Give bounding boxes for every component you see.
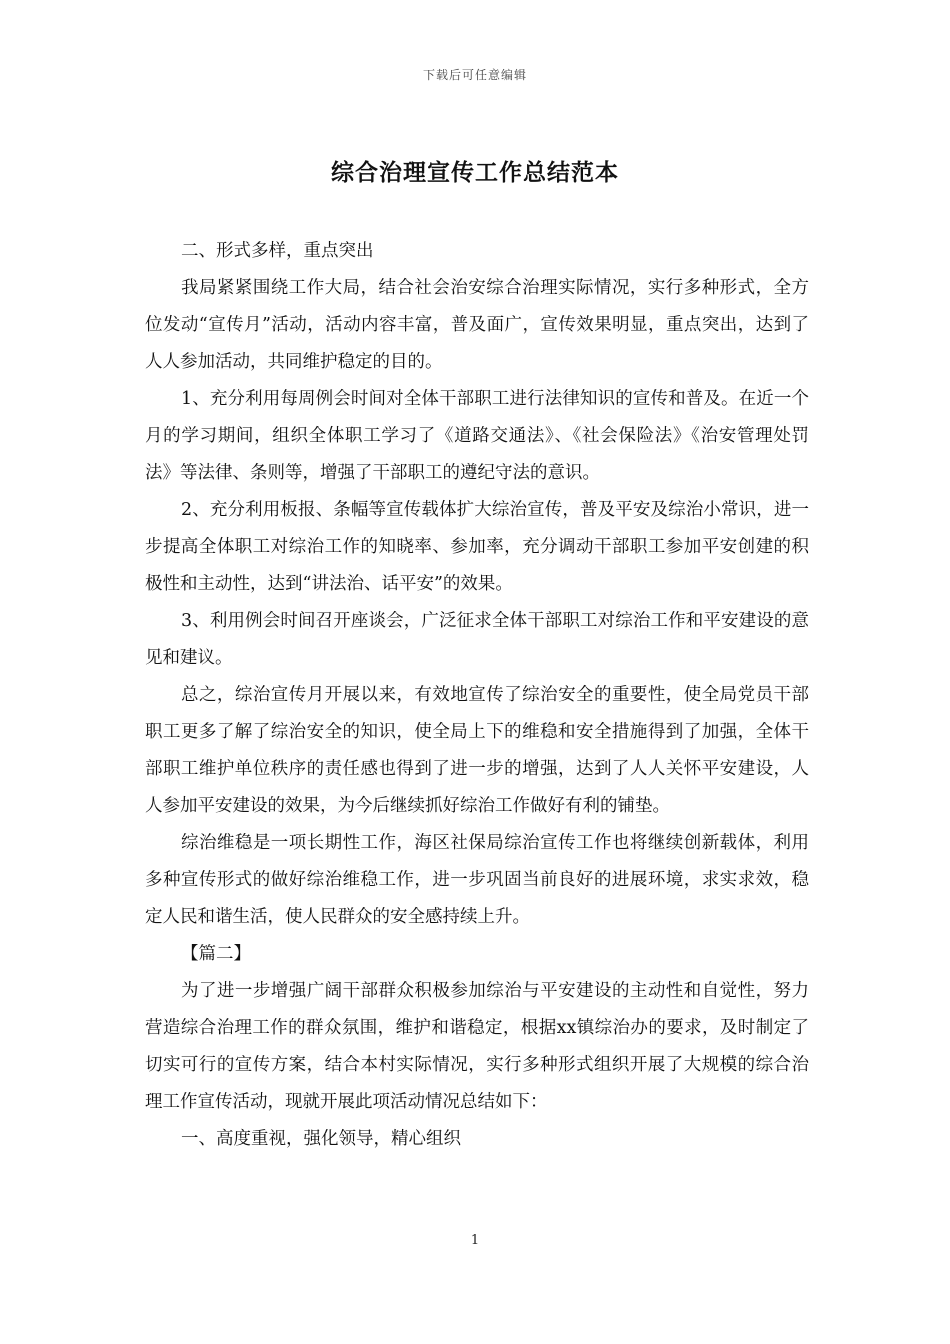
paragraph: 总之，综治宣传月开展以来，有效地宣传了综治安全的重要性，使全局党员干部职工更多了解了综治安全的知识，使全局上下的维稳和安全措施得到了加强，全体干部职工维护单位秩序的责任感也得到了进一步的增强，达到了人人关怀平安建设，人人参加平安建设的效果，为今后继续抓好综治工作做好有利的铺垫。 bbox=[145, 685, 809, 816]
paragraph: 为了进一步增强广阔干部群众积极参加综治与平安建设的主动性和自觉性，努力营造综合治理工作的群众氛围，维护和谐稳定，根据xx镇综治办的要求，及时制定了切实可行的宣传方案，结合本村实际情况，实行多种形式组织开展了大规模的综合治理工作宣传活动，现就开展此项活动情况总结如下： bbox=[145, 981, 809, 1112]
paragraph: 1、充分利用每周例会时间对全体干部职工进行法律知识的宣传和普及。在近一个月的学习期间，组织全体职工学习了《道路交通法》、《社会保险法》《治安管理处罚法》等法律、条则等，增强了干部职工的遵纪守法的意识。 bbox=[145, 389, 809, 483]
paragraph: 3、利用例会时间召开座谈会，广泛征求全体干部职工对综治工作和平安建设的意见和建议。 bbox=[145, 611, 809, 668]
page-number: 1 bbox=[470, 1233, 480, 1248]
document-body bbox=[145, 233, 809, 1158]
part-heading: 【篇二】 bbox=[181, 944, 251, 964]
header-note: 下载后可任意编辑 bbox=[422, 68, 527, 82]
section-heading: 一、高度重视，强化领导，精心组织 bbox=[181, 1129, 461, 1149]
section-heading: 二、形式多样，重点突出 bbox=[181, 241, 374, 261]
paragraph: 2、充分利用板报、条幅等宣传载体扩大综治宣传，普及平安及综治小常识，进一步提高全体职工对综治工作的知晓率、参加率，充分调动干部职工参加平安创建的积极性和主动性，达到“讲法治、话平安”的效果。 bbox=[145, 500, 809, 594]
paragraph: 综治维稳是一项长期性工作，海区社保局综治宣传工作也将继续创新载体，利用多种宣传形式的做好综治维稳工作，进一步巩固当前良好的进展环境，求实求效，稳定人民和谐生活，使人民群众的安全感持续上升。 bbox=[145, 833, 809, 927]
document-title: 综合治理宣传工作总结范本 bbox=[331, 159, 619, 186]
paragraph: 我局紧紧围绕工作大局，结合社会治安综合治理实际情况，实行多种形式，全方位发动“宣传月”活动，活动内容丰富，普及面广，宣传效果明显，重点突出，达到了人人参加活动，共同维护稳定的目的。 bbox=[145, 278, 809, 372]
